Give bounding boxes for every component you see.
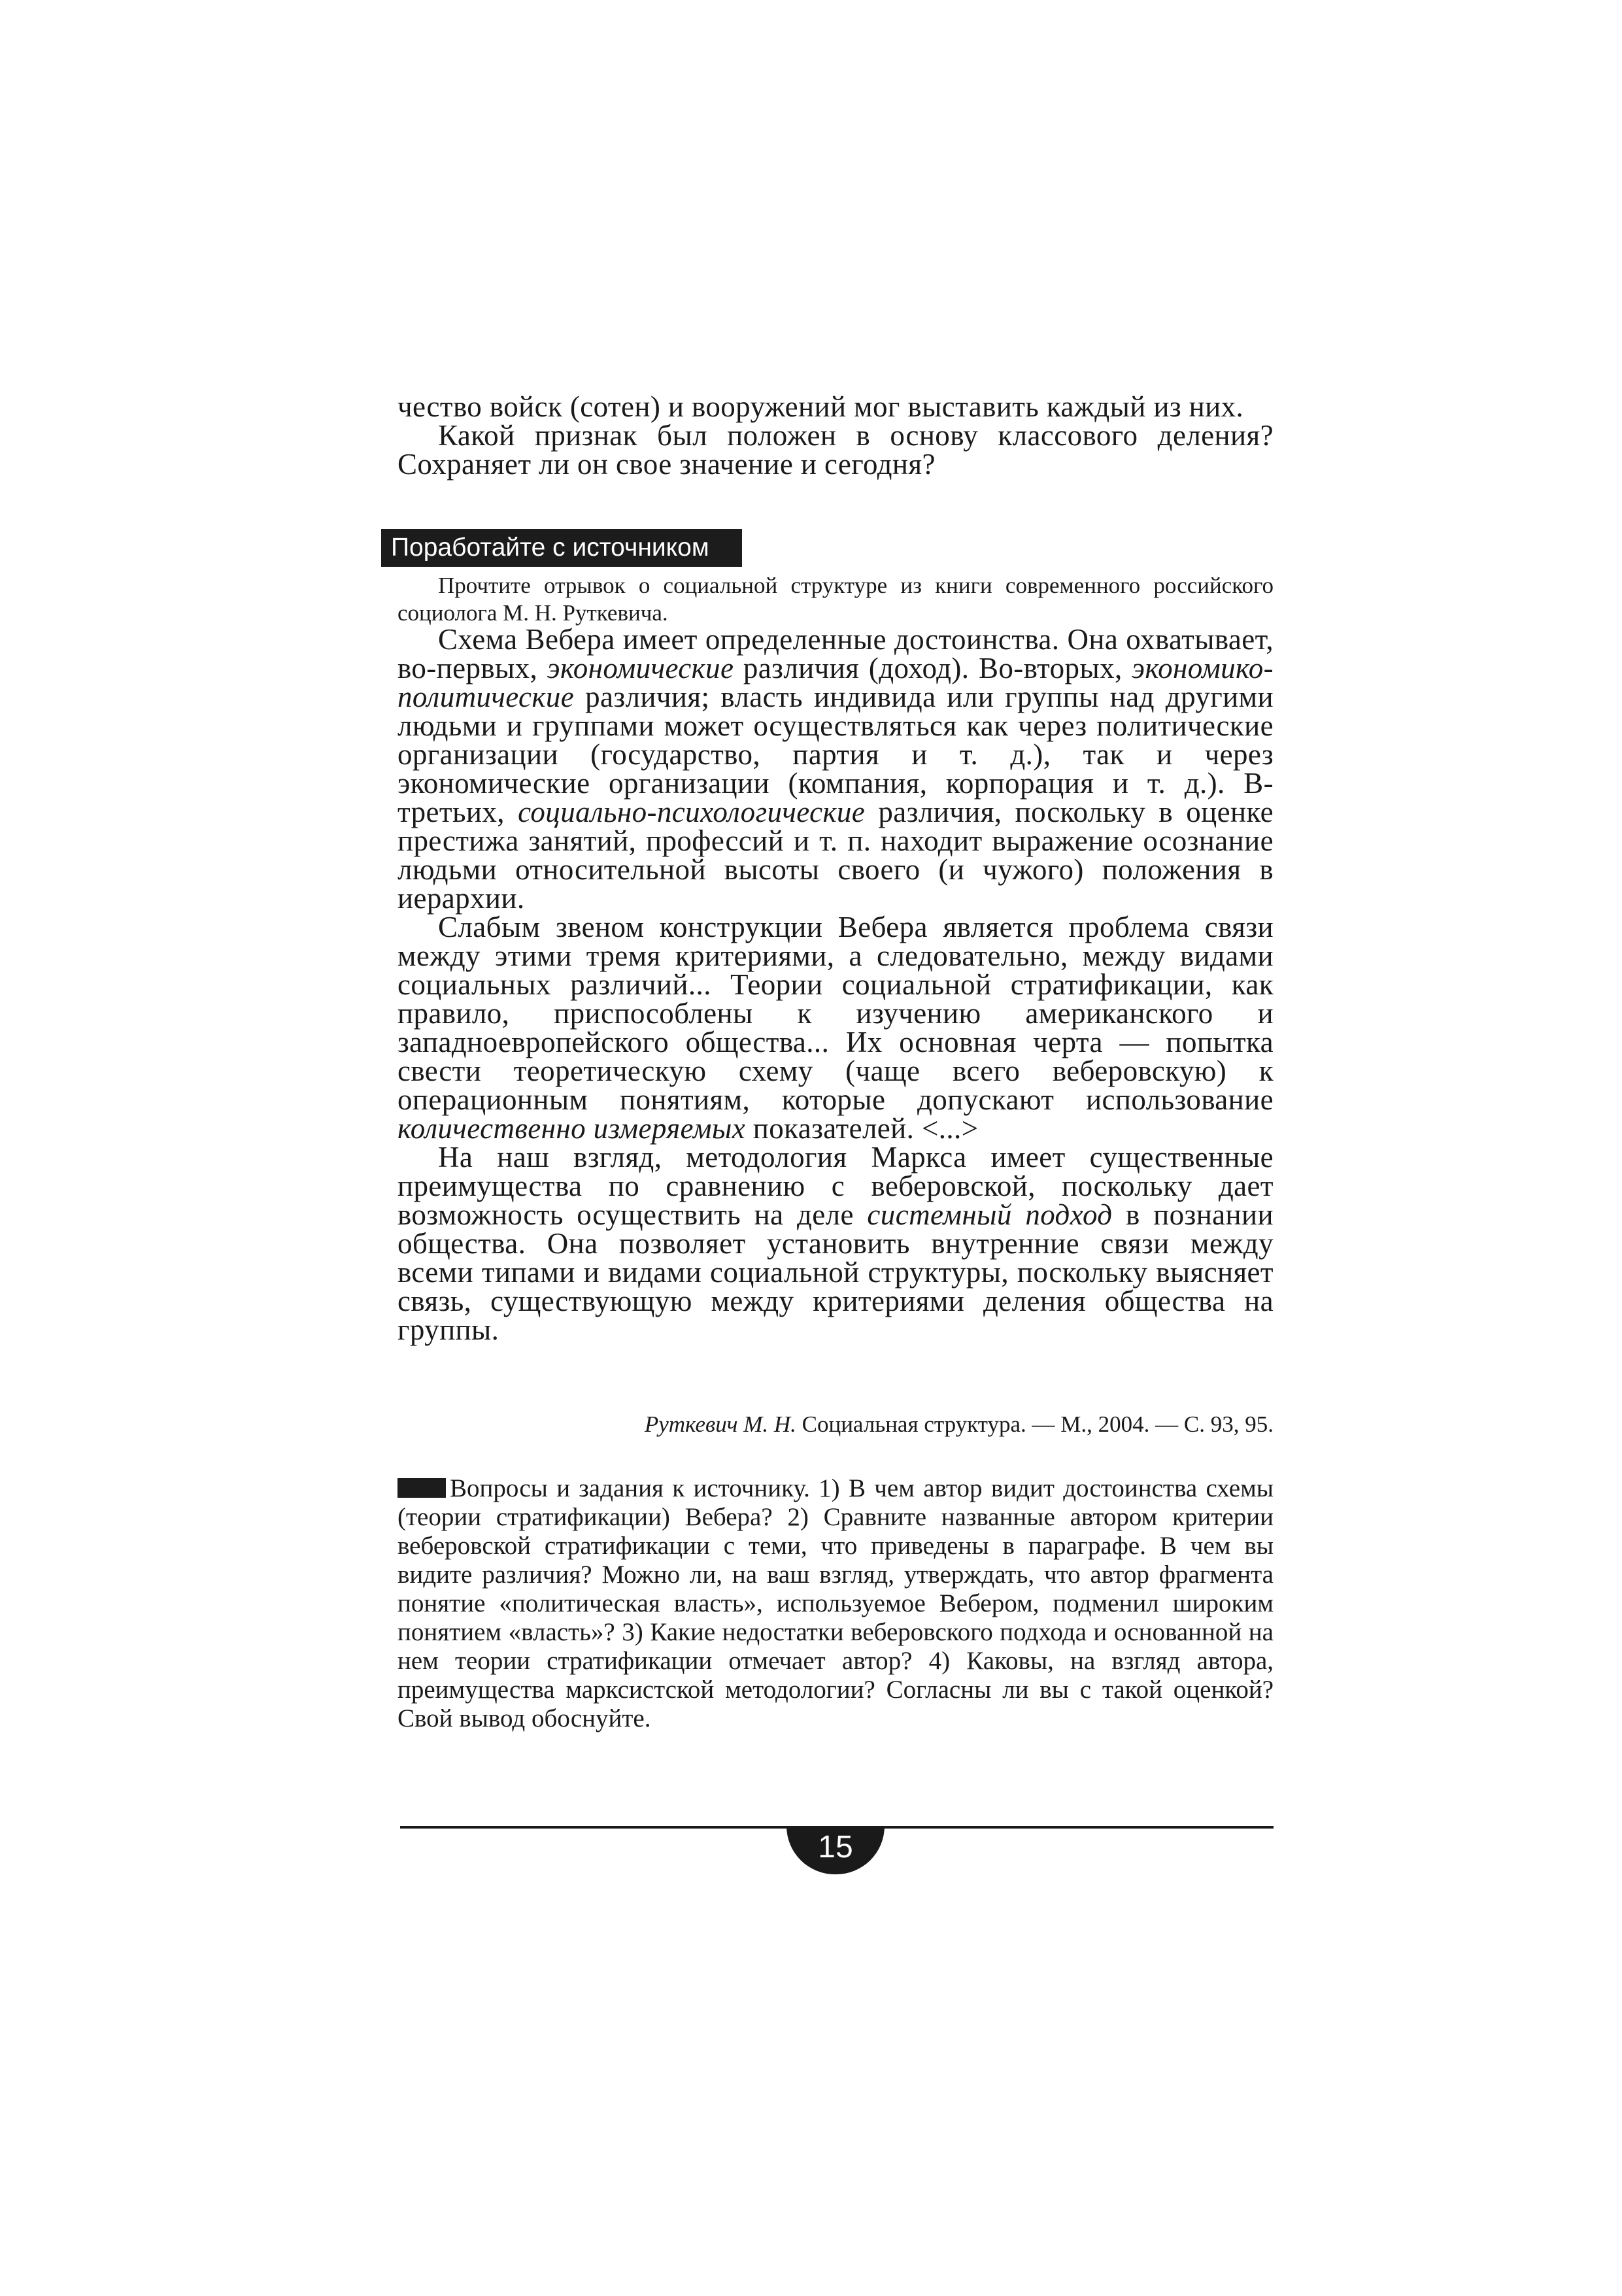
questions-text: Вопросы и задания к источнику. 1) В чем автор видит достоинства схемы (теории стратификации) Вебера? 2) Сравните названные автором критерии веберовской стратификации с теми, что приведены в параграфе. В чем вы видите различия? Можно ли, на ваш взгляд, утверждать, что автор фрагмента понятие «политическая власть», используемое Вебером, подменил широким понятием «власть»? 3) Какие недостатки веберовского подхода и основанной на нем теории стратификации отмечает автор? 4) Каковы, на взгляд автора, преимущества марксистской методологии? Согласны ли вы с такой оценкой? Свой вывод обоснуйте.: [397, 1474, 1274, 1732]
source-intro: Прочтите отрывок о социальной структуре из книги современного российского социолога М. Н. Руткевича.: [397, 573, 1274, 626]
source-citation: [397, 1411, 1274, 1438]
source-paragraph-2: Слабым звеном конструкции Вебера является проблема связи между этими тремя критериями, а следовательно, между видами социальных различий... Теории социальной стратификации, как правило, приспособлены к изучению американского и западноевропейского общества... Их основная черта — попытка свести теоретическую схему (чаще всего веберовскую) к операционным понятиям, которые допускают использование количественно измеряемых показателей. <...>: [397, 911, 1274, 1145]
questions-marker-icon: [397, 1478, 446, 1498]
page-number: 15: [786, 1826, 885, 1874]
paragraph-continuation: чество войск (сотен) и вооружений мог выставить каждый из них.: [397, 390, 1244, 423]
source-excerpt: [397, 625, 1274, 1344]
citation-details: Социальная структура. — М., 2004. — С. 93, 95.: [796, 1411, 1274, 1437]
top-text-block: [397, 392, 1274, 479]
source-paragraph-1: Схема Вебера имеет определенные достоинства. Она охватывает, во-первых, экономические различия (доход). Во-вторых, экономико-политические различия; власть индивида или группы над другими людьми и группами может осуществляться как через политические организации (государство, партия и т. д.), так и через экономические организации (компания, корпорация и т. д.). В-третьих, социально-психологические различия, поскольку в оценке престижа занятий, профессий и т. п. находит выражение осознание людьми относительной высоты своего (и чужого) положения в иерархии.: [397, 623, 1274, 915]
paragraph-question: Какой признак был положен в основу классового деления? Сохраняет ли он свое значение и сегодня?: [397, 419, 1274, 481]
questions-block: [397, 1474, 1274, 1733]
section-heading: Поработайте с источником: [381, 529, 742, 567]
citation-author: Руткевич М. Н.: [644, 1411, 796, 1437]
source-paragraph-3: На наш взгляд, методология Маркса имеет существенные преимущества по сравнению с веберовской, поскольку дает возможность осуществить на деле системный подход в познании общества. Она позволяет установить внутренние связи между всеми типами и видами социальной структуры, поскольку выясняет связь, существующую между критериями деления общества на группы.: [397, 1141, 1274, 1346]
